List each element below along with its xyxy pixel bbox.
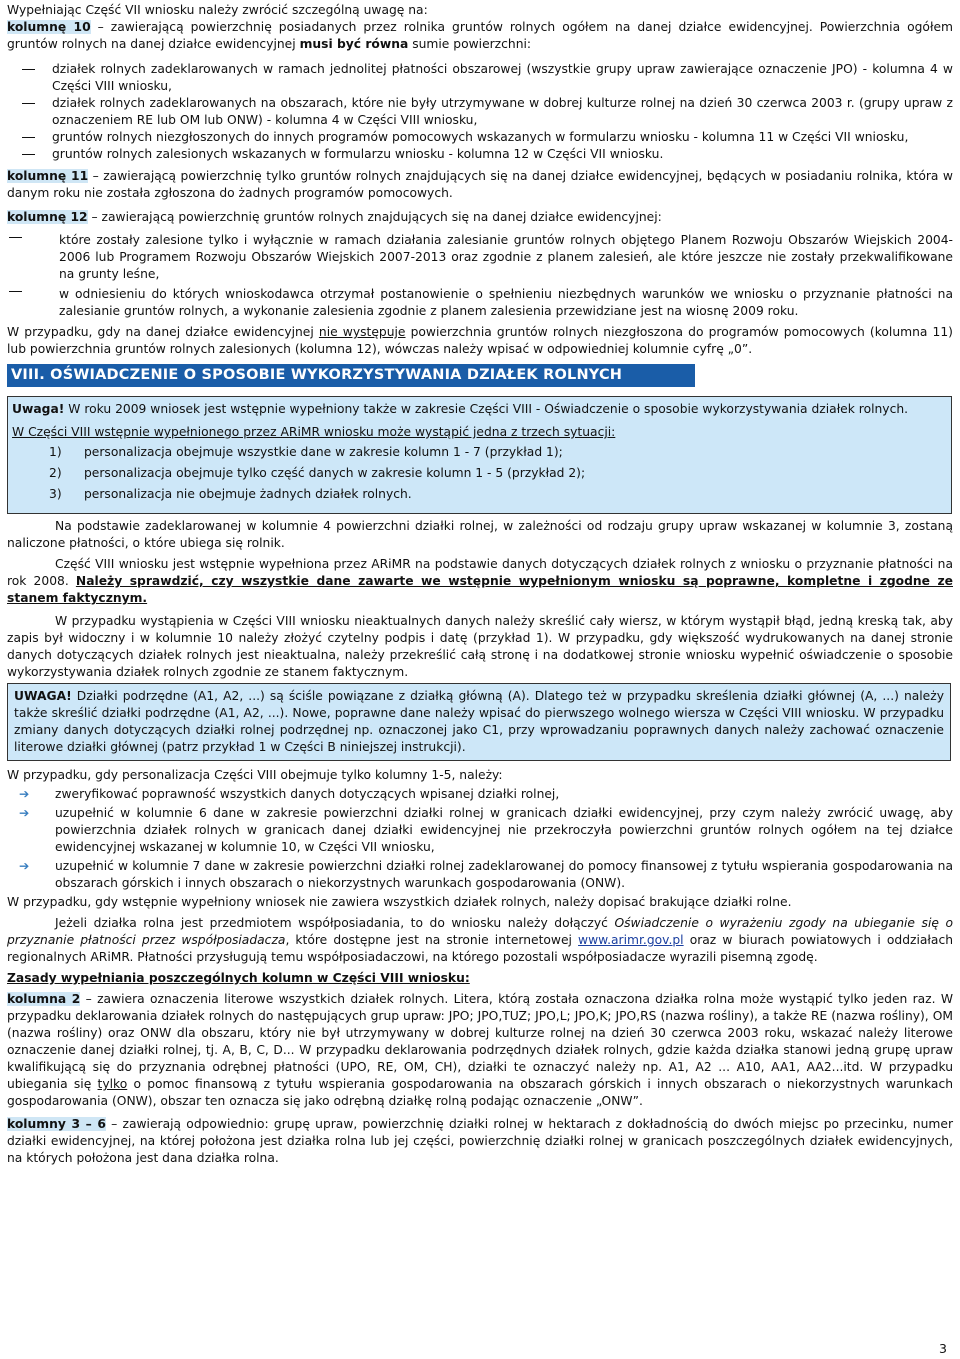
paragraph-5-mid: , które dostępne jest na stronie internetowej <box>285 933 579 947</box>
list-item: gruntów rolnych niezgłoszonych do innych programów pomocowych wskazanych w formularzu wniosku - kolumna 11 w Części VII wniosku, <box>7 129 953 146</box>
paragraph-5-post: oraz w biurach powiatowych i oddziałach regionalnych ARiMR. Płatności przysługują temu współposiadaczowi, na którego pozostali współposiadacze wyrazili pisemną zgodę. <box>7 933 953 964</box>
box2-body: Działki podrzędne (A1, A2, ...) są ściśle powiązane z działką główną (A). Dlatego też w przypadku skreślenia działki głównej (A, ...) należy także skreślić działki podrzędne (A1, A2, ...). Nowe, poprawne dane należy wpisać do pierwszego wolnego wiersza w Części VIII wniosku. W przypadku zmiany danych dotyczących działki rolnej podrzędnej np. oznaczonej jako C1, przy wprowadzaniu poprawnych danych należy zachować oznaczenie literowe działki głównej (patrz przykład 1 w Części B niniejszej instrukcji). <box>14 689 944 754</box>
column-2-label: kolumna 2 <box>7 992 81 1006</box>
list-item: działek rolnych zadeklarowanych na obszarach, które nie były utrzymywane w dobrej kulturze rolnej na dzień 30 czerwca 2003 r. (grupy upraw z oznaczeniem RE lub OM lub ONW) - kolumna 4 w Części VIII wniosku, <box>7 95 953 129</box>
arrow-icon: ➔ <box>19 859 30 873</box>
paragraph-5-pre: Jeżeli działka rolna jest przedmiotem współposiadania, to do wniosku należy dołączyć <box>55 916 615 930</box>
column-2-paragraph <box>7 991 953 1110</box>
document-page <box>7 2 953 1167</box>
item-number: 2) <box>49 466 62 480</box>
k12-text: – zawierającą powierzchnię gruntów rolnych znajdujących się na danej działce ewidencyjnej: <box>87 210 662 224</box>
rules-title: Zasady wypełniania poszczególnych kolumn w Części VIII wniosku: <box>7 971 470 985</box>
k10-tail: sumie powierzchni: <box>408 37 532 51</box>
list-item: gruntów rolnych zalesionych wskazanych w formularzu wniosku - kolumna 12 w Części VII wniosku. <box>7 146 953 163</box>
page-number: 3 <box>939 1341 947 1356</box>
no-area-pre: W przypadku, gdy na danej działce ewidencyjnej <box>7 325 319 339</box>
column-2-underlined: tylko <box>97 1077 128 1091</box>
section-title: VIII. OŚWIADCZENIE O SPOSOBIE WYKORZYSTYWANIA DZIAŁEK ROLNYCH <box>7 364 695 387</box>
k10-bold: musi być równa <box>299 37 409 51</box>
column-3-6-text: – zawierają odpowiednio: grupę upraw, powierzchnię działki rolnej w hektarach z dokładnością do dwóch miejsc po przecinku, numer działki ewidencyjnej, na której położona jest działka rolna lub jej części, powierzchnię działki rolnej w granicach poszczególnych działek ewidencyjnych, na których położona jest dana działka rolna. <box>7 1117 953 1165</box>
paragraph-2-bold: Należy sprawdzić, czy wszystkie dane zawarte we wstępnie wypełnionym wniosku są poprawne, kompletne i zgodne ze stanem faktycznym. <box>7 574 953 605</box>
intro-line: Wypełniając Część VII wniosku należy zwrócić szczególną uwagę na: <box>7 3 428 17</box>
no-area-post: powierzchnia gruntów rolnych niezgłoszona do programów pomocowych (kolumna 11) lub powierzchnia gruntów rolnych zalesionych (kolumna 12), wówczas należy wpisać w odpowiedniej kolumnie cyfrę „0”. <box>7 325 953 356</box>
list-item <box>12 465 947 482</box>
column-3-6-label: kolumny 3 – 6 <box>7 1117 106 1131</box>
column-2-text-end: o pomoc finansową z tytułu wspierania gospodarowania na obszarach górskich i innych obszarach o niekorzystnych warunkach gospodarowania (ONW), obszar ten oznacza się jako odrębną działkę rolną podając oznaczenie „ONW”. <box>7 1077 954 1108</box>
paragraph-5-italic: Oświadczenie o wyrażeniu zgody na ubieganie się o przyznanie płatności przez współposiadacza <box>7 916 953 947</box>
paragraph-4: W przypadku, gdy wstępnie wypełniony wniosek nie zawiera wszystkich działek rolnych, należy dopisać brakujące działki rolne. <box>7 895 792 909</box>
k10-paragraph <box>7 19 953 53</box>
paragraph-3: W przypadku wystąpienia w Części VIII wniosku nieaktualnych danych należy skreślić cały wiersz, w którym wystąpił błąd, jedną kreską tak, aby zapis był widoczny i w kolumnie 10 należy złożyć czytelny podpis i datę (przykład 1). W przypadku, gdy większość wydrukowanych na danej stronie danych dotyczących działek rolnych jest nieaktualna, należy przekreślić całą stronę i na dodatkowej stronie wniosku wypełnić oświadczenie o sposobie wykorzystywania działek rolnych zgodnie ze stanem faktycznym. <box>7 614 953 679</box>
paragraph-5 <box>7 915 953 966</box>
item-text: zweryfikować poprawność wszystkich danych dotyczących wpisanej działki rolnej, <box>55 787 560 801</box>
k10-list <box>7 61 953 163</box>
paragraph-1: Na podstawie zadeklarowanej w kolumnie 4 powierzchni działki rolnej, w zależności od rodzaju grupy upraw wskazanej w kolumnie 3, zostaną naliczone płatności, o które ubiega się rolnik. <box>7 519 953 550</box>
column-2-text: – zawiera oznaczenia literowe wszystkich działek rolnych. Litera, którą została oznaczona działka rolna może wystąpić tylko jeden raz. W przypadku deklarowania działek rolnych do następujących grup upraw: JPO; JPO,TUZ; JPO,L; JPO,K; JPO,RS (nazwa rośliny), a także RE (nazwa rośliny), OM (nazwa rośliny) oraz ONW dla obszaru, który nie był utrzymywany w dobrej kulturze rolnej na dzień 30 czerwca 2003 roku, wskazać należy literowe oznaczenie danej działki rolnej, tj. A, B, C, D... W przypadku deklarowania podrzędnych działek rolnych, gdzie każda działka stanowi jedną grupę upraw kwalifikującą się do przyznania odrębnej płatności (UPO, RE, OM, CH), działki te oznaczyć należy np. A1, A2 ... A10, AA1, AA2...itd. W przypadku ubiegania się <box>7 992 953 1091</box>
item-text: personalizacja obejmuje tylko część danych w zakresie kolumn 1 - 5 (przykład 2); <box>84 466 586 480</box>
situations-list <box>12 444 947 503</box>
item-text: uzupełnić w kolumnie 7 dane w zakresie powierzchni działki rolnej zadeklarowanej do pomocy finansowej z tytułu wspierania gospodarowania na obszarach górskich i innych obszarach o niekorzystnych warunkach gospodarowania (ONW). <box>55 859 953 890</box>
paragraph-2 <box>7 556 953 607</box>
list-item <box>7 786 953 803</box>
column-3-6-paragraph <box>7 1116 953 1167</box>
box1-body: W roku 2009 wniosek jest wstępnie wypełniony także w zakresie Części VIII - Oświadczenie o sposobie wykorzystywania działek rolnych. <box>64 402 909 416</box>
list-item <box>7 805 953 856</box>
list-item: działek rolnych zadeklarowanych w ramach jednolitej płatności obszarowej (wszystkie grupy upraw zawierające oznaczenie JPO) - kolumna 4 w Części VIII wniosku, <box>7 61 953 95</box>
k11-label: kolumnę 11 <box>7 169 89 183</box>
paragraph-2-text: Część VIII wniosku jest wstępnie wypełniona przez ARiMR na podstawie danych dotyczących działek rolnych z wniosku o przyznanie płatności na rok 2008. <box>7 557 953 588</box>
info-box-uwaga-2 <box>7 683 951 761</box>
item-text: personalizacja obejmuje wszystkie dane w zakresie kolumn 1 - 7 (przykład 1); <box>84 445 563 459</box>
box1-uwaga: Uwaga! <box>12 402 65 416</box>
item-number: 1) <box>49 445 62 459</box>
k10-label: kolumnę 10 <box>7 20 91 34</box>
item-text: uzupełnić w kolumnie 6 dane w zakresie powierzchni działki rolnej w granicach działki ewidencyjnej, przy czym należy zwrócić uwagę, aby powierzchnia działek rolnych w granicach danej działki ewidencyjnej nie przekroczyła powierzchni gruntów rolnych ogółem na tej działce ewidencyjnej wskazanej w kolumnie 10, w Części VII wniosku, <box>55 806 953 854</box>
k11-paragraph <box>7 168 953 202</box>
situations-intro: W Części VIII wstępnie wypełnionego przez ARiMR wniosku może wystąpić jedna z trzech sytuacji: <box>12 425 616 439</box>
list-item: w odniesieniu do których wnioskodawca otrzymał postanowienie o spełnieniu niezbędnych warunków we wniosku o przyznanie płatności na zalesianie gruntów rolnych, a wykonanie zalesienia zgodnie z planem zalesienia przewidziane jest na wiosnę 2009 roku. <box>7 286 953 320</box>
k12-label: kolumnę 12 <box>7 210 88 224</box>
box1-text <box>12 401 947 418</box>
list-item: które zostały zalesione tylko i wyłącznie w ramach działania zalesianie gruntów rolnych objętego Planem Rozwoju Obszarów Wiejskich 2004-2006 lub Programem Rozwoju Obszarów Wiejskich 2007-2013 oraz zgodnie z planem zalesień, ale które jeszcze nie zostały przekwalifikowane na grunty leśne, <box>7 232 953 283</box>
arrow-icon: ➔ <box>19 806 30 820</box>
list-item <box>12 486 947 503</box>
box2-text <box>14 688 944 756</box>
item-number: 3) <box>49 487 62 501</box>
list-item <box>12 444 947 461</box>
k10-text: – zawierającą powierzchnię posiadanych przez rolnika gruntów rolnych ogółem na danej działce ewidencyjnej. Powierzchnia ogółem gruntów rolnych na danej działce ewidencyjnej <box>7 20 953 51</box>
no-area-underlined: nie występuje <box>318 325 406 339</box>
info-box-uwaga <box>7 396 952 514</box>
k12-paragraph <box>7 209 953 226</box>
list-item <box>7 858 953 892</box>
arrow-icon: ➔ <box>19 787 30 801</box>
arimr-website-link[interactable]: www.arimr.gov.pl <box>578 933 684 947</box>
personalization-list <box>7 786 953 892</box>
personalization-intro: W przypadku, gdy personalizacja Części VIII obejmuje tylko kolumny 1-5, należy: <box>7 768 503 782</box>
box2-uwaga: UWAGA! <box>14 689 72 703</box>
no-area-paragraph <box>7 324 953 358</box>
item-text: personalizacja nie obejmuje żadnych działek rolnych. <box>84 487 412 501</box>
k12-list <box>7 232 953 320</box>
k11-text: – zawierającą powierzchnię tylko gruntów rolnych znajdujących się na danej działce ewidencyjnej, będących w posiadaniu rolnika, która w danym roku nie została zgłoszona do żadnych programów pomocowych. <box>7 169 953 200</box>
